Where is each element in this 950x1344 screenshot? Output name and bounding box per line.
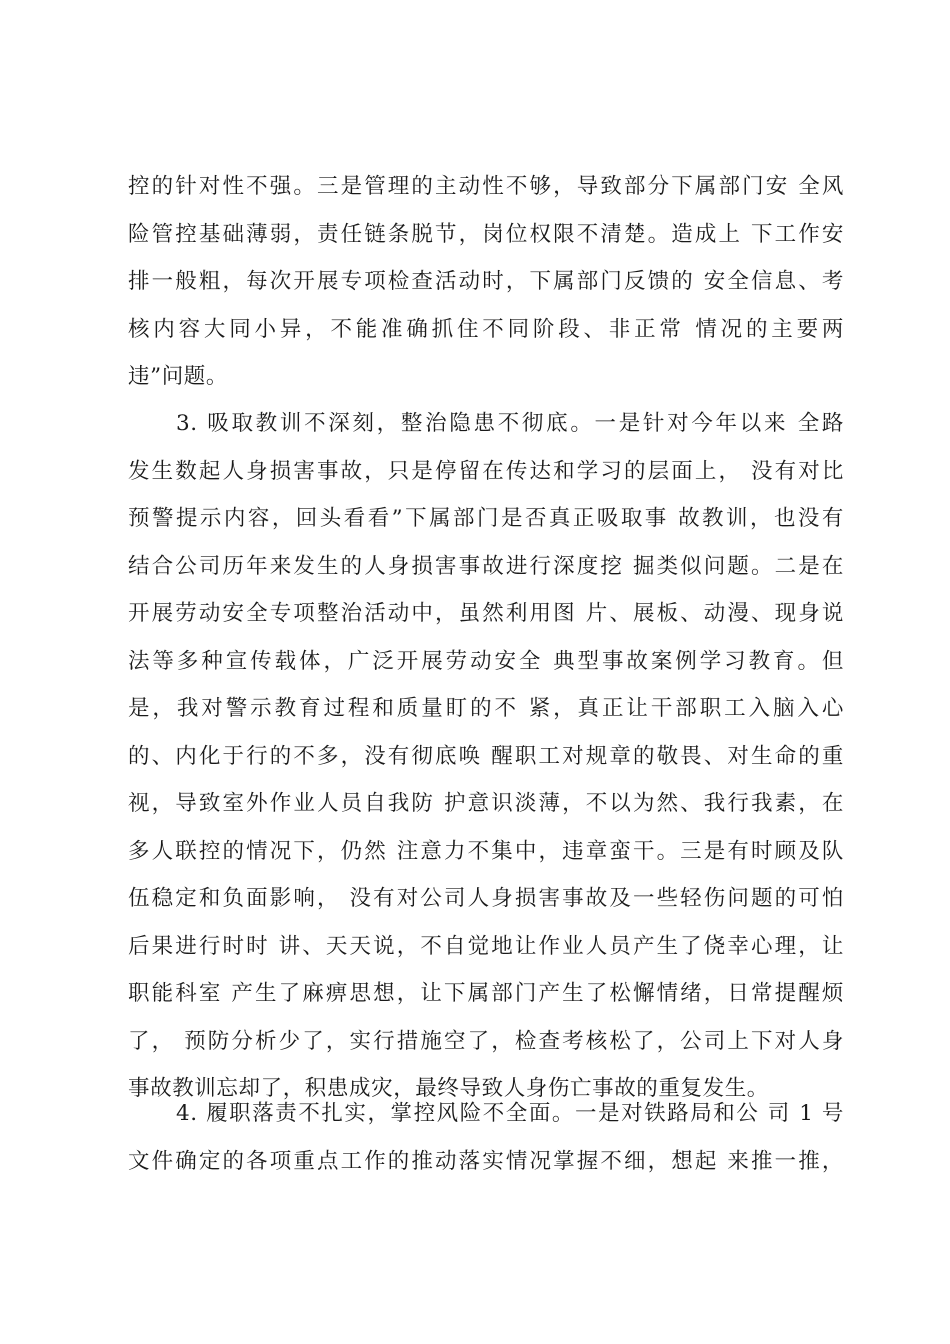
text-line: 职能科室 产生了麻痹思想，让下属部门产生了松懈情绪，日常提醒烦: [128, 981, 844, 1006]
text-line: 预警提示内容，回头看看”下属部门是否真正吸取事 故教训，也没有: [128, 506, 844, 531]
text-line: 了， 预防分析少了，实行措施空了，检查考核松了，公司上下对人身: [128, 1028, 844, 1054]
text-line: 控的针对性不强。三是管理的主动性不够，导致部分下属部门安 全风: [128, 174, 844, 199]
text-line: 违”问题。: [128, 364, 228, 389]
text-line: 伍稳定和负面影响， 没有对公司人身损害事故及一些轻伤问题的可怕: [128, 886, 844, 911]
paragraph-management: [128, 163, 844, 401]
text-line: 开展劳动安全专项整治活动中，虽然利用图 片、展板、动漫、现身说: [128, 601, 844, 626]
text-line: 视，导致室外作业人员自我防 护意识淡薄，不以为然、我行我素，在: [128, 791, 844, 816]
text-line: 多人联控的情况下，仍然 注意力不集中，违章蛮干。三是有时顾及队: [128, 838, 844, 864]
text-line: 法等多种宣传载体，广泛开展劳动安全 典型事故案例学习教育。但: [128, 648, 844, 674]
text-line: 是，我对警示教育过程和质量盯的不 紧，真正让干部职工入脑入心: [128, 696, 844, 721]
text-line: 结合公司历年来发生的人身损害事故进行深度挖 掘类似问题。二是在: [128, 553, 844, 579]
paragraph-lessons: [128, 400, 844, 1113]
text-line: 后果进行时时 讲、天天说，不自觉地让作业人员产生了侥幸心理，让: [128, 933, 844, 959]
text-line: 险管控基础薄弱，责任链条脱节，岗位权限不清楚。造成上 下工作安: [128, 221, 844, 247]
text-line: 核内容大同小异，不能准确抓住不同阶段、非正常 情况的主要两: [128, 316, 844, 342]
text-line: 的、内化于行的不多，没有彻底唤 醒职工对规章的敬畏、对生命的重: [128, 743, 844, 769]
text-line: 排一般粗，每次开展专项检查活动时，下属部门反馈的 安全信息、考: [128, 269, 844, 294]
text-line: 事故教训忘却了，积患成灾，最终导致人身伤亡事故的重复发生。: [128, 1076, 769, 1101]
text-line: 发生数起人身损害事故，只是停留在传达和学习的层面上， 没有对比: [128, 458, 844, 484]
text-line: 文件确定的各项重点工作的推动落实情况掌握不细，想起 来推一推，: [128, 1148, 844, 1174]
paragraph-heading-line: 3. 吸取教训不深刻，整治隐患不彻底。一是针对今年以来 全路: [176, 411, 844, 436]
paragraph-duties: [128, 1090, 844, 1185]
paragraph-heading-line: 4. 履职落责不扎实，掌控风险不全面。一是对铁路局和公 司 1 号: [176, 1101, 844, 1126]
